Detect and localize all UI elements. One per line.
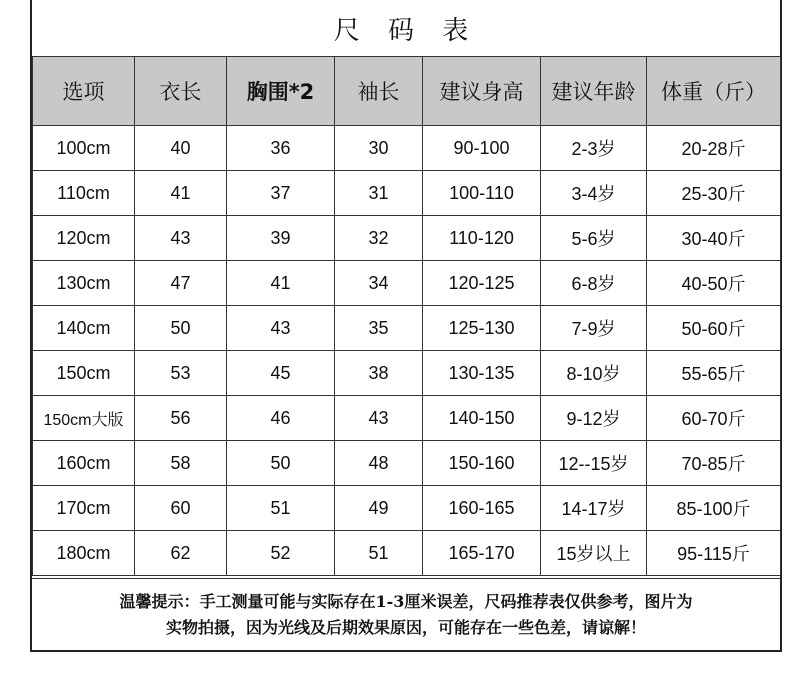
- table-cell: 40-50斤: [647, 261, 781, 306]
- table-cell: 34: [335, 261, 423, 306]
- column-header-height: 建议身高: [423, 57, 541, 126]
- table-row: [33, 261, 781, 306]
- table-cell: 31: [335, 171, 423, 216]
- table-cell: 43: [335, 396, 423, 441]
- table-row: [33, 441, 781, 486]
- table-cell: 6-8岁: [541, 261, 647, 306]
- table-cell: 150cm: [33, 351, 135, 396]
- table-cell: 110cm: [33, 171, 135, 216]
- table-cell: 55-65斤: [647, 351, 781, 396]
- table-cell: 50-60斤: [647, 306, 781, 351]
- table-cell: 56: [135, 396, 227, 441]
- table-row: [33, 126, 781, 171]
- table-cell: 37: [227, 171, 335, 216]
- table-cell: 130-135: [423, 351, 541, 396]
- table-cell: 51: [335, 531, 423, 576]
- table-cell: 125-130: [423, 306, 541, 351]
- notice-line-1: 温馨提示：手工测量可能与实际存在1-3厘米误差，尺码推荐表仅供参考，图片为: [119, 592, 693, 611]
- table-cell: 170cm: [33, 486, 135, 531]
- table-cell: 30-40斤: [647, 216, 781, 261]
- table-cell: 50: [227, 441, 335, 486]
- table-cell: 20-28斤: [647, 126, 781, 171]
- table-cell: 41: [227, 261, 335, 306]
- table-cell: 50: [135, 306, 227, 351]
- table-cell: 46: [227, 396, 335, 441]
- table-cell: 43: [135, 216, 227, 261]
- column-header-chest: 胸围*2: [227, 57, 335, 126]
- table-cell: 130cm: [33, 261, 135, 306]
- table-cell: 36: [227, 126, 335, 171]
- table-cell: 5-6岁: [541, 216, 647, 261]
- table-cell: 2-3岁: [541, 126, 647, 171]
- header-row: [33, 57, 781, 126]
- table-cell: 150-160: [423, 441, 541, 486]
- table-cell: 52: [227, 531, 335, 576]
- table-row: [33, 396, 781, 441]
- table-cell: 14-17岁: [541, 486, 647, 531]
- table-cell: 43: [227, 306, 335, 351]
- table-cell: 180cm: [33, 531, 135, 576]
- table-row: [33, 216, 781, 261]
- size-chart-title: 尺 码 表: [32, 0, 780, 57]
- table-cell: 39: [227, 216, 335, 261]
- table-cell: 140-150: [423, 396, 541, 441]
- column-header-length: 衣长: [135, 57, 227, 126]
- table-cell: 160cm: [33, 441, 135, 486]
- table-cell: 70-85斤: [647, 441, 781, 486]
- table-cell: 120-125: [423, 261, 541, 306]
- table-cell: 48: [335, 441, 423, 486]
- table-cell: 41: [135, 171, 227, 216]
- table-cell: 110-120: [423, 216, 541, 261]
- table-cell: 30: [335, 126, 423, 171]
- column-header-option: 选项: [33, 57, 135, 126]
- table-cell: 90-100: [423, 126, 541, 171]
- table-cell: 49: [335, 486, 423, 531]
- table-cell: 60: [135, 486, 227, 531]
- table-row: [33, 351, 781, 396]
- table-cell: 8-10岁: [541, 351, 647, 396]
- table-cell: 25-30斤: [647, 171, 781, 216]
- table-row: [33, 306, 781, 351]
- table-cell: 7-9岁: [541, 306, 647, 351]
- table-cell: 160-165: [423, 486, 541, 531]
- table-row: [33, 171, 781, 216]
- table-cell: 32: [335, 216, 423, 261]
- table-cell: 85-100斤: [647, 486, 781, 531]
- table-cell: 45: [227, 351, 335, 396]
- table-cell: 62: [135, 531, 227, 576]
- table-cell: 140cm: [33, 306, 135, 351]
- column-header-age: 建议年龄: [541, 57, 647, 126]
- notice-line-2: 实物拍摄，因为光线及后期效果原因，可能存在一些色差，请谅解！: [165, 618, 646, 637]
- table-cell: 60-70斤: [647, 396, 781, 441]
- table-cell: 9-12岁: [541, 396, 647, 441]
- table-cell: 38: [335, 351, 423, 396]
- table-cell: 95-115斤: [647, 531, 781, 576]
- table-cell: 58: [135, 441, 227, 486]
- table-row: [33, 531, 781, 576]
- table-cell: 53: [135, 351, 227, 396]
- table-cell: 100cm: [33, 126, 135, 171]
- table-row: [33, 486, 781, 531]
- size-chart-table: [32, 56, 781, 576]
- table-cell: 51: [227, 486, 335, 531]
- table-cell: 165-170: [423, 531, 541, 576]
- table-cell: 3-4岁: [541, 171, 647, 216]
- table-cell: 40: [135, 126, 227, 171]
- table-cell: 12--15岁: [541, 441, 647, 486]
- notice-text: [32, 578, 780, 650]
- table-cell: 35: [335, 306, 423, 351]
- column-header-weight: 体重（斤）: [647, 57, 781, 126]
- table-cell: 100-110: [423, 171, 541, 216]
- table-cell: 120cm: [33, 216, 135, 261]
- table-cell: 15岁以上: [541, 531, 647, 576]
- column-header-sleeve: 袖长: [335, 57, 423, 126]
- table-cell: 47: [135, 261, 227, 306]
- table-cell: 150cm大版: [33, 396, 135, 441]
